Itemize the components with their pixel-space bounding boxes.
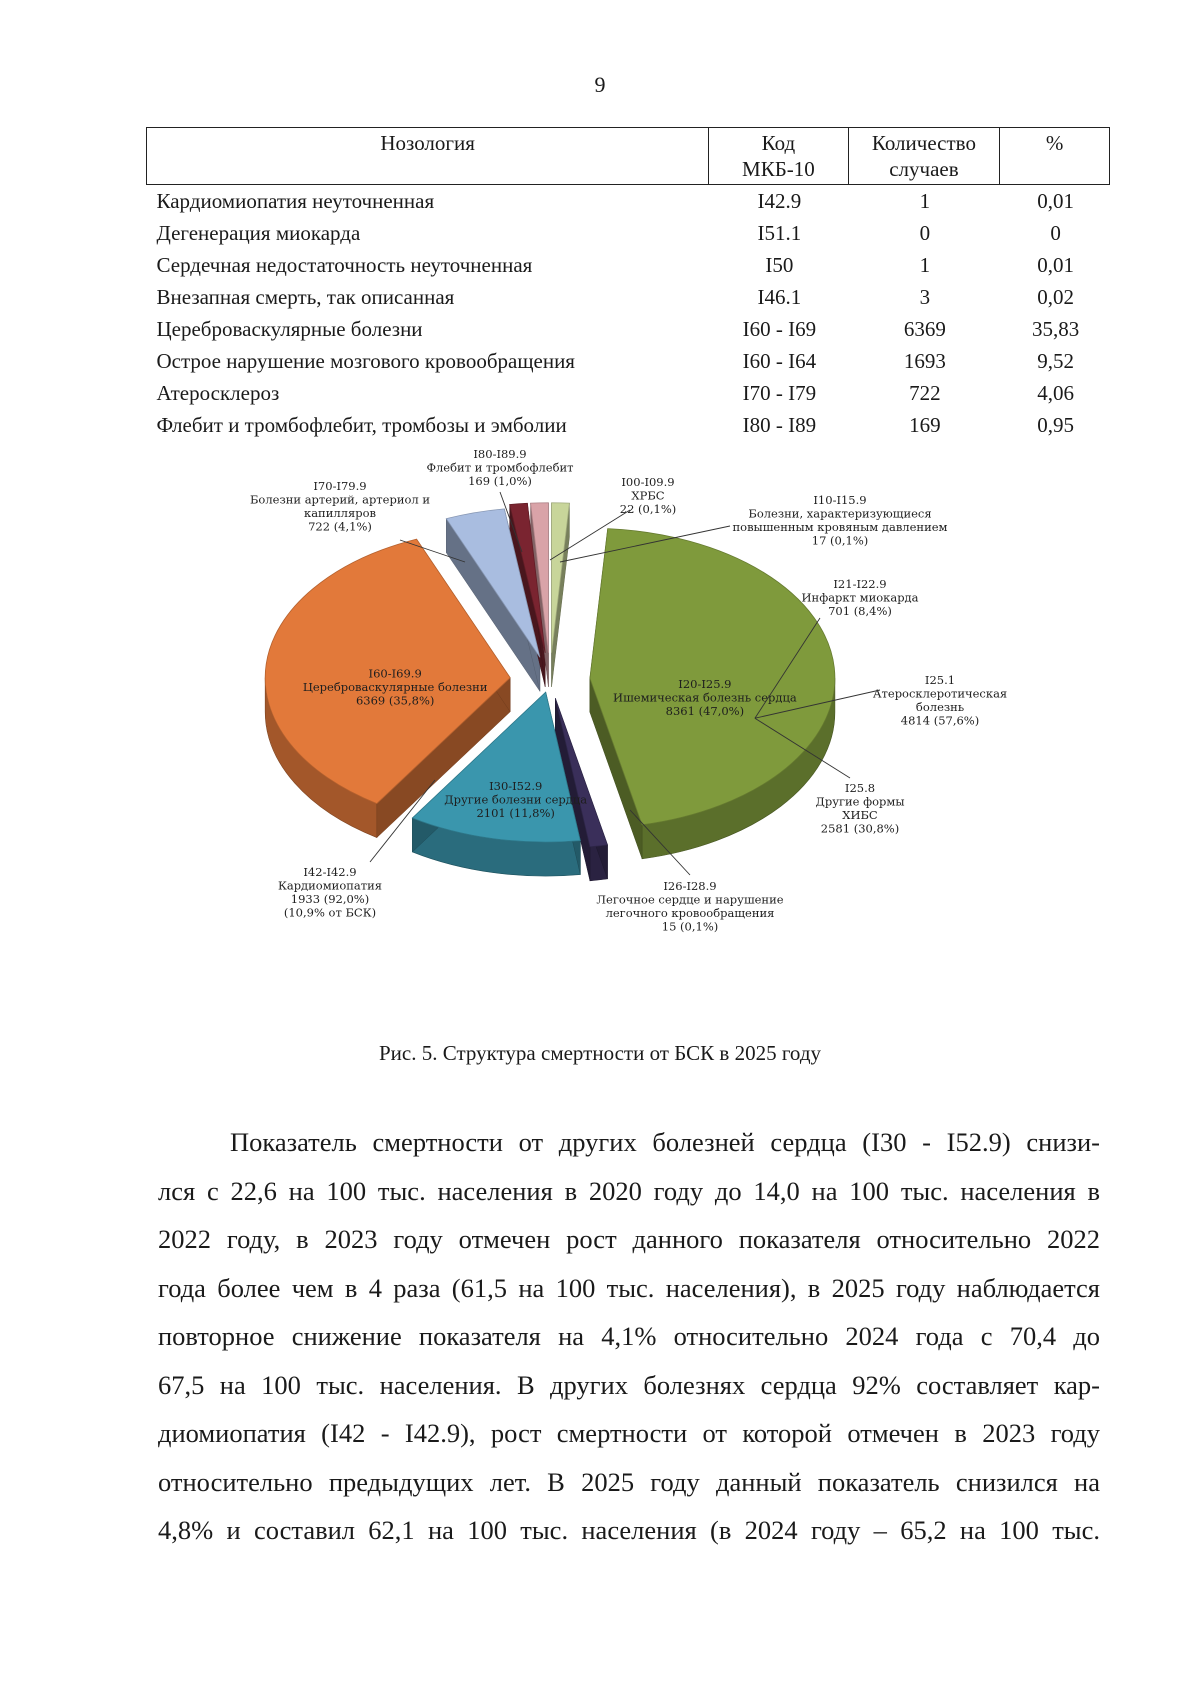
label-other-heart-line: 2101 (11,8%) xyxy=(476,806,555,821)
row-percent: 0,01 xyxy=(1037,253,1075,277)
label-pulmonary-line: I26-I28.9 xyxy=(663,879,717,893)
row-name: Острое нарушение мозгового кровообращения xyxy=(156,349,575,373)
header-count-line1: Количество xyxy=(871,131,976,155)
body-line: 2022 году, в 2023 году отмечен рост данного показателя относительно 2022 xyxy=(158,1224,1100,1254)
row-name: Кардиомиопатия неуточненная xyxy=(156,189,435,213)
label-cardiomyopathy-line: Кардиомиопатия xyxy=(277,878,383,893)
row-name: Цереброваскулярные болезни xyxy=(156,317,423,341)
label-atherosclerosis-line: 4814 (57,6%) xyxy=(900,713,980,728)
row-count: 0 xyxy=(919,221,931,245)
label-cardiomyopathy-line: 1933 (92,0%) xyxy=(290,892,370,906)
row-name: Сердечная недостаточность неуточненная xyxy=(156,253,533,277)
row-percent: 9,52 xyxy=(1037,349,1075,373)
row-percent: 0 xyxy=(1050,221,1061,245)
label-mi-line: Инфаркт миокарда xyxy=(801,590,919,605)
table-header-row xyxy=(147,128,1110,185)
table-row xyxy=(147,345,1110,377)
label-cardiomyopathy-line: (10,9% от БСК) xyxy=(283,905,377,920)
label-cardiomyopathy xyxy=(278,865,382,920)
table-row xyxy=(147,281,1110,313)
body-line: относительно предыдущих лет. В 2025 году данный показатель снизился на xyxy=(158,1466,1100,1497)
label-pulmonary xyxy=(596,879,783,934)
row-percent: 0,95 xyxy=(1037,413,1075,437)
label-mi xyxy=(802,577,919,618)
label-pulmonary-line: 15 (0,1%) xyxy=(661,919,719,934)
body-paragraph xyxy=(158,1118,1100,1555)
row-percent: 35,83 xyxy=(1032,317,1080,341)
table-row xyxy=(147,409,1110,441)
body-line: Показатель смертности от других болезней сердца (I30 - I52.9) снизи- xyxy=(230,1127,1100,1157)
row-percent: 0,01 xyxy=(1037,189,1075,213)
row-count: 1 xyxy=(919,189,931,213)
body-line: диомиопатия (I42 - I42.9), рост смертности от которой отмечен в 2023 году xyxy=(158,1418,1100,1448)
figure-caption: Рис. 5. Структура смертности от БСК в 2025 году xyxy=(378,1041,821,1065)
label-rheum xyxy=(620,475,676,516)
label-cvd-line: 6369 (35,8%) xyxy=(355,693,435,708)
label-atherosclerosis-line: Атеросклеротическая xyxy=(872,686,1008,701)
label-ihd-line: Ишемическая болезнь сердца xyxy=(613,690,797,705)
label-phlebitis-line: 169 (1,0%) xyxy=(468,474,532,488)
table-row xyxy=(147,377,1110,409)
label-rheum-line: 22 (0,1%) xyxy=(619,502,677,516)
label-mi-line: I21-I22.9 xyxy=(833,577,887,591)
label-hypertension-line: 17 (0,1%) xyxy=(811,533,869,548)
label-cvd-line: I60-I69.9 xyxy=(368,666,422,681)
body-line: повторное снижение показателя на 4,1% относительно 2024 года с 70,4 до xyxy=(158,1321,1100,1351)
pie-labels xyxy=(250,447,1007,934)
body-line: 67,5 на 100 тыс. населения. В других болезнях сердца 92% составляет кар- xyxy=(158,1369,1100,1400)
header-code-line1: Код xyxy=(761,131,796,155)
table-row xyxy=(147,249,1110,281)
label-arteries-line: 722 (4,1%) xyxy=(308,519,372,534)
label-arteries-line: Болезни артерий, артериол и xyxy=(249,492,431,507)
label-other-ihd xyxy=(815,781,904,836)
label-ihd-line: 8361 (47,0%) xyxy=(665,704,745,719)
label-atherosclerosis xyxy=(873,673,1007,728)
label-phlebitis-line: Флебит и тромбофлебит xyxy=(426,460,574,475)
label-mi-line: 701 (8,4%) xyxy=(828,604,892,618)
row-name: Дегенерация миокарда xyxy=(156,221,361,245)
body-line: лся с 22,6 на 100 тыс. населения в 2020 году до 14,0 на 100 тыс. населения в xyxy=(158,1175,1100,1206)
row-code: I50 xyxy=(765,253,794,277)
label-other-ihd-line: 2581 (30,8%) xyxy=(820,821,900,836)
body-line: 4,8% и составил 62,1 на 100 тыс. населения (в 2024 году – 65,2 на 100 тыс. xyxy=(158,1515,1100,1545)
label-cvd-line: Цереброваскулярные болезни xyxy=(302,680,488,695)
row-percent: 4,06 xyxy=(1037,381,1075,405)
header-code-line2: МКБ-10 xyxy=(742,157,815,181)
row-code: I46.1 xyxy=(757,285,802,309)
label-arteries-line: I70-I79.9 xyxy=(313,479,367,493)
label-hypertension-line: повышенным кровяным давлением xyxy=(732,520,948,534)
row-code: I80 - I89 xyxy=(742,413,817,437)
label-arteries-line: капилляров xyxy=(304,506,376,520)
label-phlebitis xyxy=(426,447,573,488)
label-hypertension-line: Болезни, характеризующиеся xyxy=(748,506,932,521)
label-rheum-line: I00-I09.9 xyxy=(621,475,675,489)
row-code: I60 - I64 xyxy=(742,349,817,373)
table-row xyxy=(147,217,1110,249)
label-other-heart-line: Другие болезни сердца xyxy=(444,792,588,807)
slice-i10-i15-9 xyxy=(552,503,570,653)
row-count: 1693 xyxy=(903,349,946,373)
row-percent: 0,02 xyxy=(1037,285,1075,309)
nosology-table xyxy=(146,127,1110,441)
label-atherosclerosis-line: I25.1 xyxy=(924,673,956,687)
label-atherosclerosis-line: болезнь xyxy=(915,700,965,714)
label-hypertension xyxy=(732,493,947,548)
body-line: года более чем в 4 раза (61,5 на 100 тыс. населения), в 2025 году наблюдается xyxy=(158,1272,1100,1303)
label-cardiomyopathy-line: I42-I42.9 xyxy=(303,865,357,879)
label-pulmonary-line: Легочное сердце и нарушение xyxy=(596,892,784,907)
label-phlebitis-line: I80-I89.9 xyxy=(473,447,527,461)
header-percent: % xyxy=(1000,128,1110,185)
row-name: Атеросклероз xyxy=(156,381,280,405)
label-other-heart-line: I30-I52.9 xyxy=(489,779,543,794)
row-code: I51.1 xyxy=(757,221,802,245)
row-name: Внезапная смерть, так описанная xyxy=(156,285,455,309)
table-row xyxy=(147,185,1110,218)
header-count-line2: случаев xyxy=(889,157,959,181)
label-other-ihd-line: Другие формы xyxy=(815,794,905,809)
pie-chart-figure xyxy=(249,447,1080,1010)
row-count: 1 xyxy=(919,253,931,277)
label-other-ihd-line: I25.8 xyxy=(844,781,876,795)
row-count: 169 xyxy=(909,413,941,437)
table-row xyxy=(147,313,1110,345)
label-ihd-line: I20-I25.9 xyxy=(678,677,732,692)
row-count: 6369 xyxy=(903,317,946,341)
row-count: 722 xyxy=(909,381,941,405)
row-code: I42.9 xyxy=(757,189,802,213)
row-count: 3 xyxy=(919,285,931,309)
label-arteries xyxy=(250,479,430,534)
header-count xyxy=(848,128,1000,185)
row-code: I60 - I69 xyxy=(742,317,817,341)
row-name: Флебит и тромбофлебит, тромбозы и эмболии xyxy=(156,413,567,437)
row-code: I70 - I79 xyxy=(742,381,817,405)
label-rheum-line: ХРБС xyxy=(631,488,665,503)
header-code xyxy=(709,128,848,185)
page-number: 9 xyxy=(594,72,606,97)
label-pulmonary-line: легочного кровообращения xyxy=(605,906,775,920)
label-other-ihd-line: ХИБС xyxy=(842,808,878,822)
header-nosology: Нозология xyxy=(147,128,709,185)
label-hypertension-line: I10-I15.9 xyxy=(813,493,867,507)
pie-chart xyxy=(249,447,1080,1010)
